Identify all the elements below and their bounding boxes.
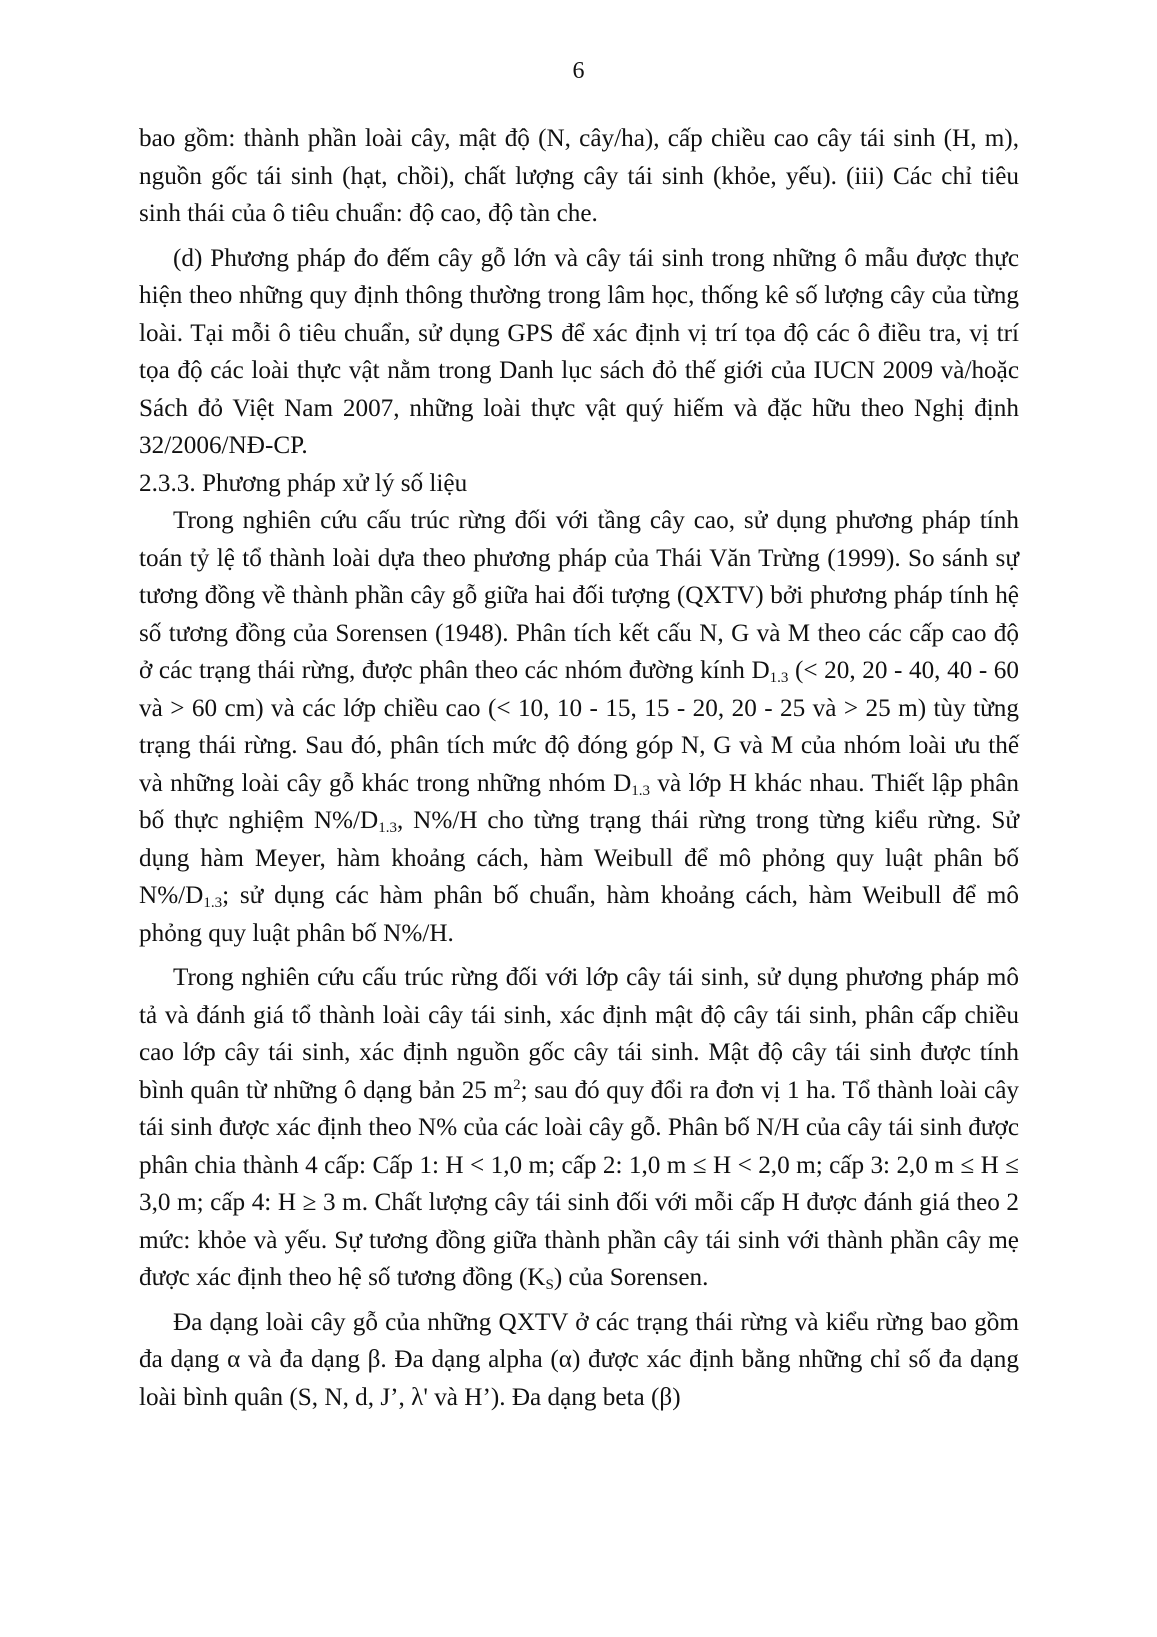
page-number: 6 bbox=[572, 58, 585, 84]
paragraph-diversity: Đa dạng loài cây gỗ của những QXTV ở các trạng thái rừng và kiểu rừng bao gồm đa dạng α và đa dạng β. Đa dạng alpha (α) được xác định bằng những chỉ số đa dạng loài bình quân (S, N, d, J’, λ' và H’). Đa dạng beta (β) bbox=[139, 1308, 1019, 1411]
paragraph-canopy-structure: Trong nghiên cứu cấu trúc rừng đối với tầng cây cao, sử dụng phương pháp tính toán tỷ lệ tổ thành loài dựa theo phương pháp của Thái Văn Trừng (1999). So sánh sự tương đồng về thành phần cây gỗ giữa hai đối tượng (QXTV) bởi phương pháp tính hệ số tương đồng của Sorensen (1948). Phân tích kết cấu N, G và M theo các cấp cao độ ở các trạng thái rừng, được phân theo các nhóm đường kính $D_{1.3}$ (< 20, 20 - 40, 40 - 60 và > 60 cm) và các lớp chiều cao (< 10, 10 - 15, 15 - 20, 20 - 25 và > 25 m) tùy từng trạng thái rừng. Sau đó, phân tích mức độ đóng góp N, G và M của nhóm loài ưu thế và những loài cây gỗ khác trong những nhóm $D_{1.3}$ và lớp H khác nhau. Thiết lập phân bố thực nghiệm $N\%/D_{1.3}$, N%/H cho từng trạng thái rừng trong từng kiểu rừng. Sử dụng hàm Meyer, hàm khoảng cách, hàm Weibull để mô phỏng quy luật phân bố $N\%/D_{1.3}$; sử dụng các hàm phân bố chuẩn, hàm khoảng cách, hàm Weibull để mô phỏng quy luật phân bố N%/H. bbox=[139, 507, 1020, 947]
paragraph-measurement-method: (d) Phương pháp đo đếm cây gỗ lớn và cây tái sinh trong những ô mẫu được thực hiện theo những quy định thông thường trong lâm học, thống kê số lượng cây của từng loài. Tại mỗi ô tiêu chuẩn, sử dụng GPS để xác định vị trí tọa độ các ô điều tra, vị trí tọa độ các loài thực vật nằm trong Danh lục sách đỏ thế giới của IUCN 2009 và/hoặc Sách đỏ Việt Nam 2007, những loài thực vật quý hiếm và đặc hữu theo Nghị định 32/2006/NĐ-CP. bbox=[139, 244, 1019, 459]
paragraph-regeneration: Trong nghiên cứu cấu trúc rừng đối với lớp cây tái sinh, sử dụng phương pháp mô tả và đánh giá tổ thành loài cây tái sinh, xác định mật độ cây tái sinh, phân cấp chiều cao lớp cây tái sinh, xác định nguồn gốc cây tái sinh. Mật độ cây tái sinh được tính bình quân từ những ô dạng bản 25 $m^2$; sau đó quy đổi ra đơn vị 1 ha. Tổ thành loài cây tái sinh được xác định theo N% của các loài cây gỗ. Phân bố N/H của cây tái sinh được phân chia thành 4 cấp: Cấp 1: H < 1,0 m; cấp 2: 1,0 m ≤ H < 2,0 m; cấp 3: 2,0 m ≤ H ≤ 3,0 m; cấp 4: H ≥ 3 m. Chất lượng cây tái sinh đối với mỗi cấp H được đánh giá theo 2 mức: khỏe và yếu. Sự tương đồng giữa thành phần cây tái sinh với thành phần cây mẹ được xác định theo hệ số tương đồng $(K_S)$ của Sorensen. bbox=[139, 964, 1020, 1293]
document-body bbox=[139, 120, 1019, 1416]
section-heading: 2.3.3. Phương pháp xử lý số liệu bbox=[139, 469, 468, 497]
paragraph-criteria: bao gồm: thành phần loài cây, mật độ (N, cây/ha), cấp chiều cao cây tái sinh (H, m), nguồn gốc tái sinh (hạt, chồi), chất lượng cây tái sinh (khỏe, yếu). (iii) Các chỉ tiêu sinh thái của ô tiêu chuẩn: độ cao, độ tàn che. bbox=[139, 125, 1019, 227]
